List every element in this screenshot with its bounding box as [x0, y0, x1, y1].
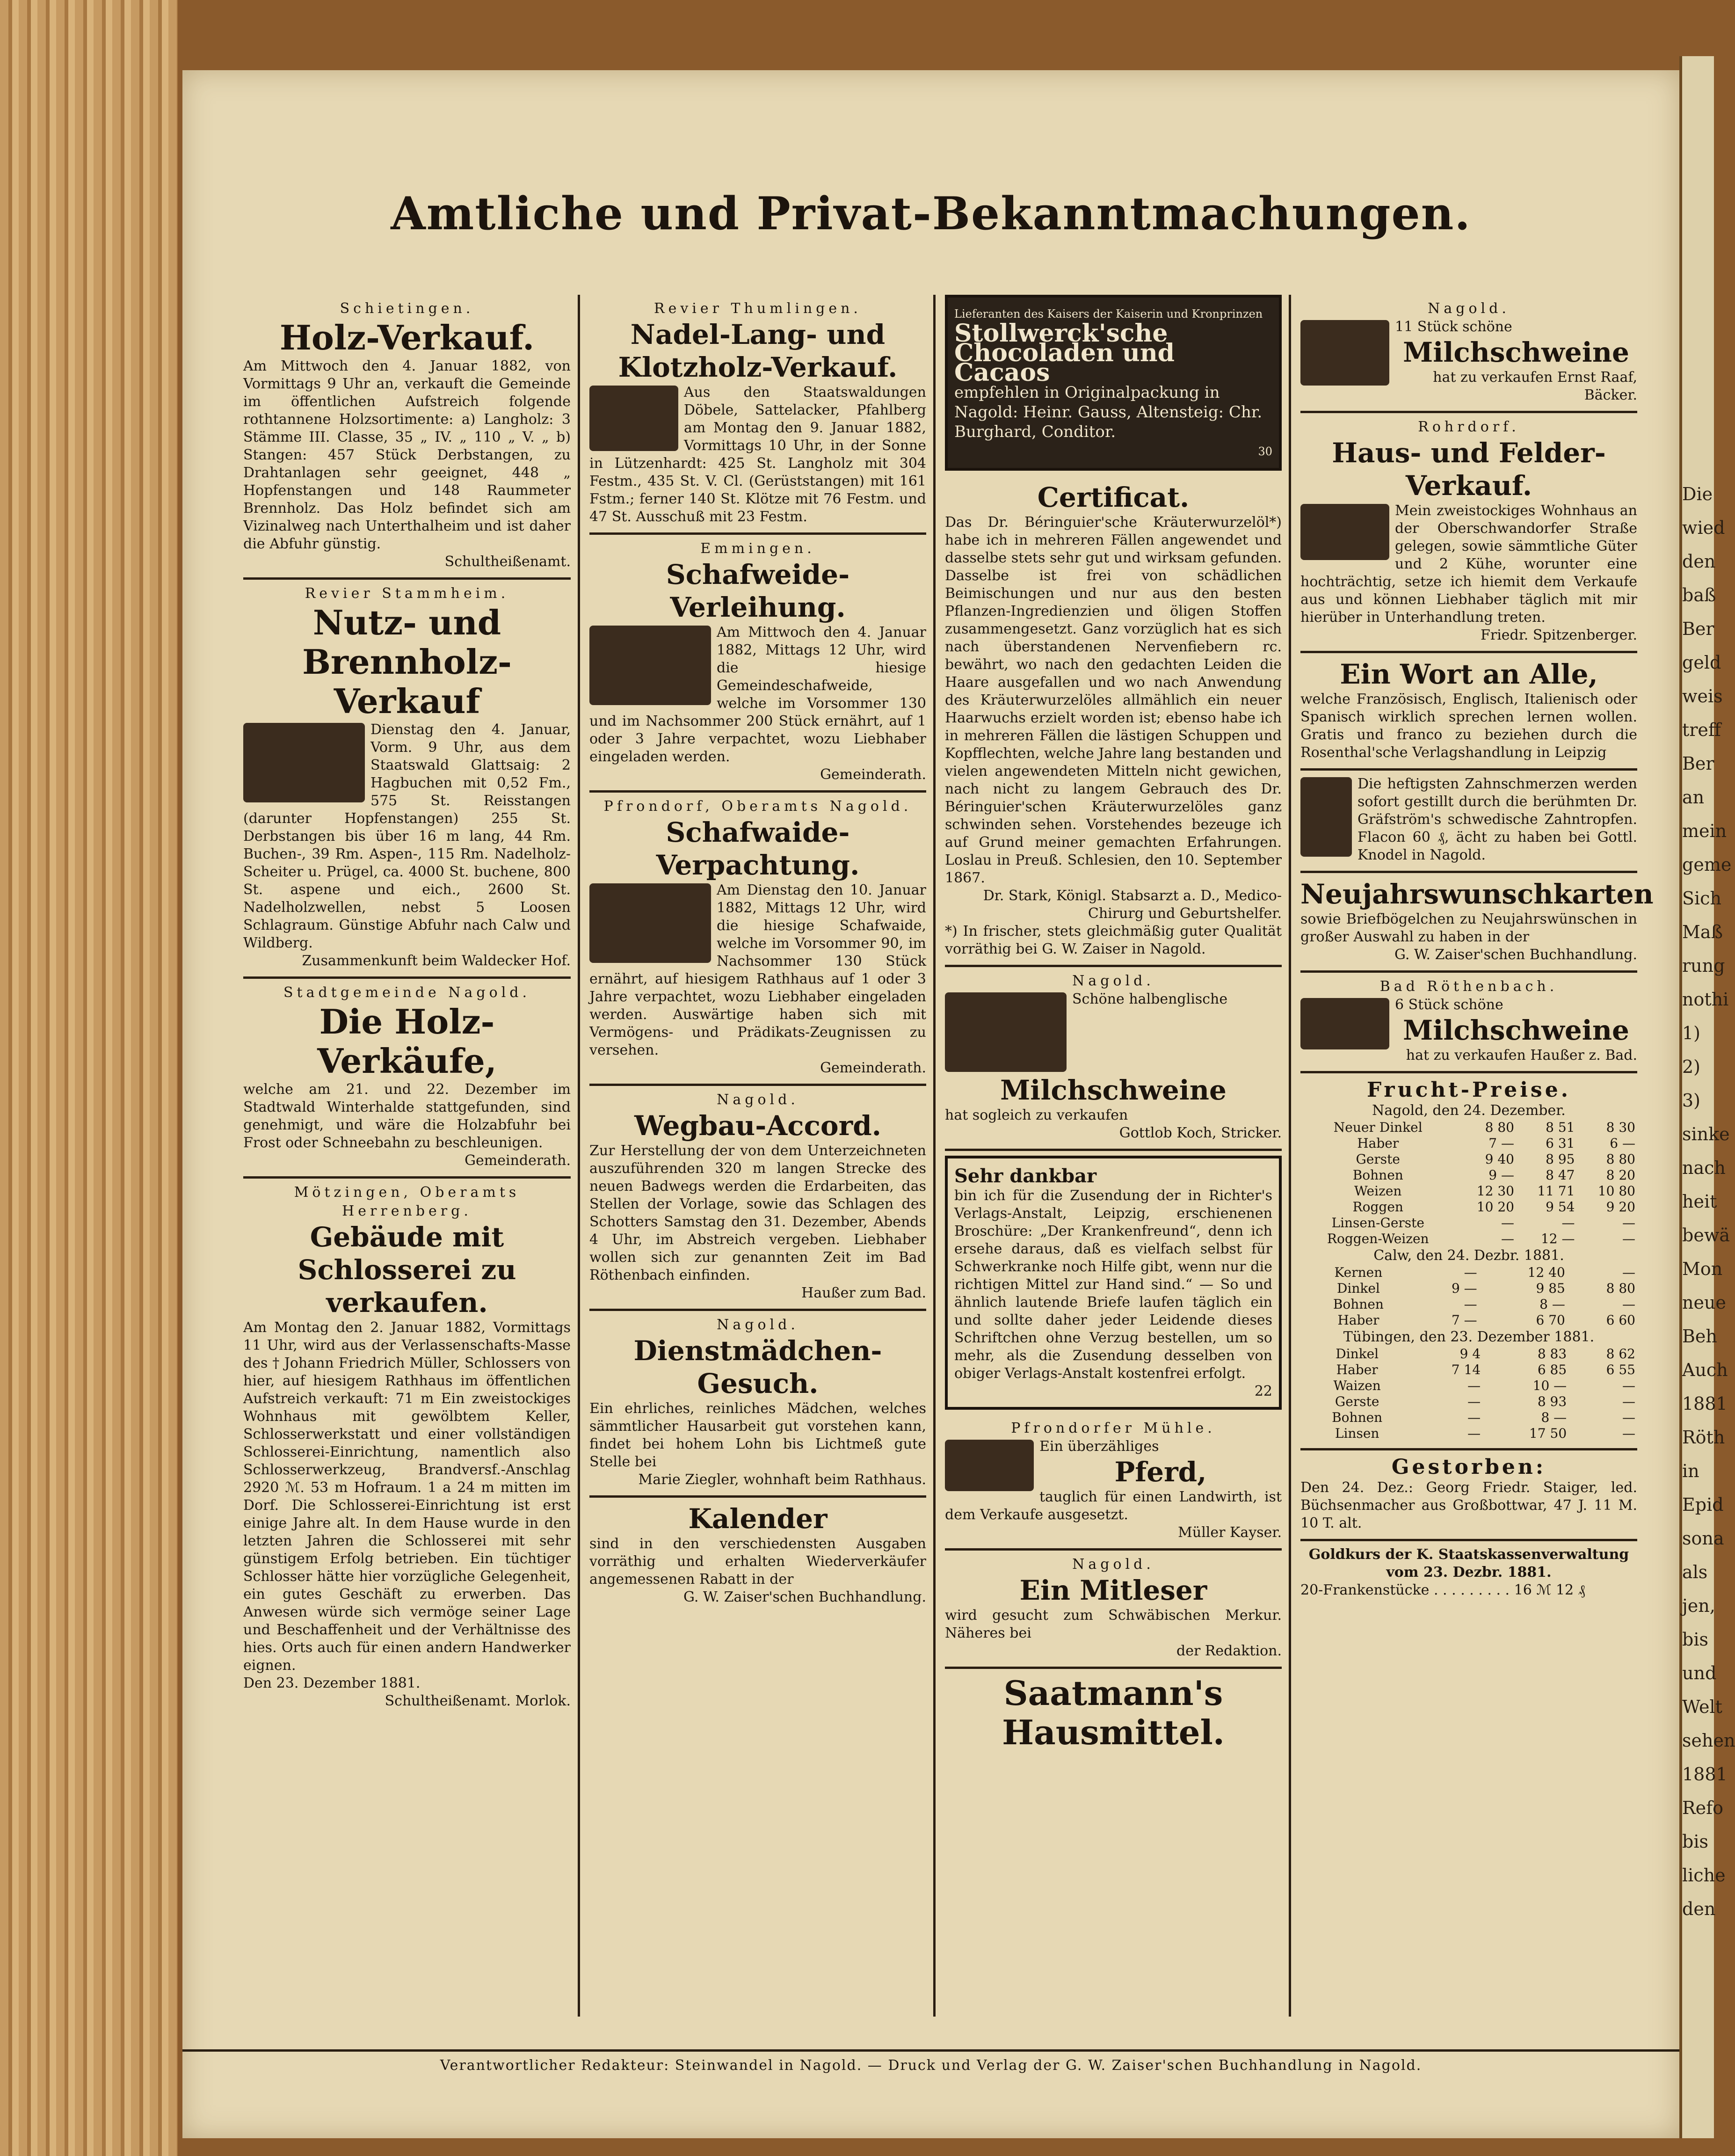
ad-place: Pfrondorfer Mühle. — [1011, 1420, 1216, 1436]
ad-pferd — [945, 1414, 1282, 1551]
price-row — [1300, 1215, 1637, 1231]
next-page-fragment: den — [1682, 1899, 1716, 1919]
woodcut-pigs-illustration — [945, 992, 1067, 1072]
ad-body: welche Französisch, Englisch, Italienisch oder Spanisch wirklich sprechen lernen wollen. Gratis und franco zu beziehen durch die Rosenthal'sche Verlagshandlung in Leipzig — [1300, 691, 1637, 761]
price-value: 8 — — [1539, 1297, 1565, 1312]
ad-headline: Kalender — [688, 1503, 828, 1535]
woodcut-pig-illustration — [1300, 998, 1389, 1049]
ad-headline: Dienstmädchen-Gesuch. — [633, 1335, 882, 1399]
ad-body: bin ich für die Zusendung der in Richter's Verlags-Anstalt, Leipzig, erschienenen Broschüre: „Der Krankenfreund“, denn ich ersehe daraus, daß es vielfach selbst für Schwerkranke noch Hilfe gibt, wenn nur die richtigen Mittel zur Hand sind.“ — So und ähnlich lautende Briefe laufen täglich ein und sollte daher jeder Leidende dieses Schriftchen ohne Verzug bestellen, um so mehr, als die Zusendung desselben von obiger Verlags-Anstalt kostenfrei erfolgt. — [954, 1187, 1272, 1382]
price-value: 8 93 — [1537, 1394, 1567, 1409]
price-row — [1300, 1120, 1637, 1136]
newspaper-page — [182, 70, 1679, 2138]
ad-certificat — [945, 476, 1282, 967]
ad-signature: G. W. Zaiser'schen Buchhandlung. — [1394, 947, 1637, 963]
gestorben-body: Den 24. Dez.: Georg Friedr. Staiger, led. Büchsenmacher aus Großbottwar, 47 J. 11 M. 10 T. alt. — [1300, 1479, 1637, 1531]
ad-headline: Die Holz-Verkäufe, — [317, 1002, 497, 1081]
price-row — [1300, 1136, 1637, 1151]
ad-headline: Ein Wort an Alle, — [1340, 658, 1598, 690]
price-row — [1300, 1297, 1637, 1312]
price-row — [1300, 1410, 1637, 1426]
ad-wegbau-accord — [589, 1086, 926, 1311]
ad-signature: Schultheißenamt. Morlok. — [385, 1693, 571, 1709]
ad-footnote: *) In frischer, stets gleichmäßig guter Qualität vorräthig bei G. W. Zaiser in Nagold. — [945, 923, 1282, 957]
ad-headline: Gebäude mit Schlosserei zu verkaufen. — [298, 1221, 516, 1318]
ad-haus-felder — [1300, 413, 1637, 653]
price-value: — — [1561, 1215, 1575, 1231]
price-value: 12 — — [1540, 1231, 1575, 1246]
ad-place: Nagold. — [1428, 300, 1510, 317]
stollwerck-body: empfehlen in Originalpackung in Nagold: Heinr. Gauss, Altensteig: Chr. Burghard, Conditor. — [954, 383, 1263, 441]
price-row — [1300, 1183, 1637, 1199]
price-value: — — [1622, 1231, 1635, 1246]
price-value: — — [1501, 1215, 1514, 1231]
column-rule — [933, 295, 936, 2017]
next-page-fragment: bis — [1682, 1629, 1708, 1650]
ad-zahnschmerzen — [1300, 771, 1637, 873]
ad-sehr-dankbar — [945, 1156, 1282, 1410]
price-commodity: Gerste — [1335, 1394, 1379, 1409]
ad-signature: hat zu verkaufen Ernst Raaf, Bäcker. — [1433, 369, 1637, 403]
ad-body: Mein zweistockiges Wohnhaus an der Oberschwandorfer Straße gelegen, sowie sämmtliche Güter und 2 Kühe, worunter eine hochträchtig, setze ich hiemit dem Verkaufe aus und können Liebhaber täglich mit mir hierüber in Unterhandlung treten. — [1300, 503, 1637, 626]
price-row — [1300, 1378, 1637, 1394]
ad-body: Ein ehrliches, reinliches Mädchen, welches sämmtlicher Hausarbeit gut vorstehen kann, findet bei hohem Lohn bis Lichtmeß gute Stelle bei — [589, 1400, 926, 1470]
ad-neujahrswunschkarten — [1300, 873, 1654, 973]
price-commodity: Kernen — [1334, 1265, 1383, 1280]
ad-headline: Certificat. — [1037, 481, 1190, 513]
price-value: 8 62 — [1606, 1346, 1635, 1362]
ad-headline: Nadel-Lang- und Klotzholz-Verkauf. — [618, 319, 898, 383]
price-value: — — [1622, 1297, 1635, 1312]
next-page-fragment: Ber — [1682, 753, 1714, 774]
price-value: 8 47 — [1546, 1167, 1575, 1183]
ad-body: 11 Stück schöne — [1395, 319, 1512, 335]
price-commodity: Dinkel — [1336, 1346, 1379, 1362]
ad-schafweide-emmingen — [589, 535, 926, 793]
goldkurs-notice — [1300, 1541, 1637, 1606]
next-page-fragment: Sich — [1682, 888, 1721, 909]
prices-subhead: Nagold, den 24. Dezember. — [1372, 1102, 1566, 1119]
ad-signature: Haußer zum Bad. — [801, 1285, 926, 1301]
ad-body: Am Mittwoch den 4. Januar 1882, Mittags 12 Uhr, wird die hiesige Gemeindeschafweide, welche im Vorsommer 130 und im Nachsommer 200 Stück ernährt, auf 1 oder 3 Jahre verpachtet, wozu Liebhaber eingeladen werden. — [589, 624, 926, 765]
price-value: — — [1622, 1265, 1635, 1280]
ad-signature: Gemeinderath. — [465, 1152, 571, 1169]
ad-headline: Saatmann's Hausmittel. — [1002, 1673, 1225, 1752]
ad-stollwerck-banner — [945, 295, 1282, 471]
price-value: 12 40 — [1527, 1265, 1565, 1280]
next-page-fragment: 1) — [1682, 1023, 1701, 1043]
next-page-fragment: weis — [1682, 686, 1723, 707]
ad-body: Am Montag den 2. Januar 1882, Vormittags 11 Uhr, wird aus der Verlassenschafts-Masse des † Johann Friedrich Müller, Schlossers von hier, auf hiesigem Rathhaus im öffentlichen Aufstreich verkauft: 71 m Ein zweistockiges Wohnhaus mit gewölbtem Keller, Schlosserwerkstatt und einer vollständigen Schlosserei-Einrichtung, namentlich also Schlosserwerkzeug, Brandversf.-Anschlag 2920 ℳ. 53 m Hofraum. 1 a 24 m mitten im Dorf. Die Schlosserei-Einrichtung ist erst einige Jahre alt. In dem Hause wurde in den letzten Jahren die Schlosserei mit sehr günstigem Erfolg betrieben. Ein tüchtiger Schlosser hätte hier vorzügliche Gelegenheit, ein gutes Geschäft zu erwerben. Das Anwesen würde sich vermöge seiner Lage und Beschaffenheit und der Verhältnisse des hies. Orts auch für einen andern Handwerker eignen. — [243, 1319, 571, 1674]
ad-schafwaide-pfrondorf — [589, 793, 926, 1086]
ad-body: wird gesucht zum Schwäbischen Merkur. Näheres bei — [945, 1607, 1282, 1641]
next-page-fragment: als — [1682, 1562, 1708, 1582]
price-value: 9 4 — [1459, 1346, 1481, 1362]
stollwerck-brand: Stollwerck'sche Chocoladen und Cacaos — [954, 319, 1175, 387]
ad-number: 22 — [1254, 1383, 1272, 1399]
ad-body: sowie Briefbögelchen zu Neujahrswünschen in großer Auswahl zu haben in der — [1300, 911, 1637, 945]
next-page-fragment: wied — [1682, 517, 1725, 538]
next-page-fragment: 3) — [1682, 1090, 1701, 1111]
ad-place: Nagold. — [1072, 1556, 1154, 1573]
ad-place: Emmingen. — [700, 540, 815, 557]
price-value: — — [1501, 1231, 1514, 1246]
price-row — [1300, 1281, 1637, 1297]
price-value: — — [1622, 1394, 1635, 1409]
woodcut-face-illustration — [1300, 777, 1352, 857]
column-rule — [1289, 295, 1291, 2017]
next-page-fragment: Maß — [1682, 922, 1723, 942]
gestorben-headline: Gestorben: — [1391, 1455, 1546, 1479]
ad-milchschweine-hausser — [1300, 973, 1637, 1073]
price-value: 9 54 — [1546, 1199, 1575, 1215]
next-page-fragment: in — [1682, 1461, 1699, 1481]
woodcut-shepherd-illustration — [589, 883, 711, 963]
price-commodity: Bohnen — [1332, 1410, 1383, 1425]
next-page-fragment: sona — [1682, 1528, 1724, 1549]
ad-date: Den 23. Dezember 1881. — [243, 1675, 421, 1691]
ad-nadelholz-thumlingen — [589, 295, 926, 535]
next-page-fragment: baß — [1682, 585, 1716, 605]
next-page-fragment: 2) — [1682, 1056, 1701, 1077]
ad-headline: Haus- und Felder-Verkauf. — [1332, 437, 1606, 502]
price-commodity: Dinkel — [1336, 1281, 1380, 1296]
price-value: — — [1467, 1378, 1481, 1393]
ad-headline: Milchschweine — [1000, 1074, 1227, 1106]
price-commodity: Bohnen — [1333, 1297, 1384, 1312]
price-value: — — [1467, 1426, 1481, 1441]
woodcut-pigs-illustration — [1300, 320, 1389, 386]
price-value: 9 85 — [1536, 1281, 1565, 1296]
prices-table-calw — [1300, 1265, 1637, 1328]
page-footer-imprint: Verantwortlicher Redakteur: Steinwandel in Nagold. — Druck und Verlag der G. W. Zaiser'schen Buchhandlung in Nagold. — [182, 2049, 1679, 2074]
next-page-fragment: Epid — [1682, 1494, 1724, 1515]
ad-place: Nagold. — [1072, 973, 1154, 989]
price-value: 10 20 — [1476, 1199, 1514, 1215]
gestorben-notice — [1300, 1450, 1637, 1541]
price-row — [1300, 1362, 1637, 1378]
ad-headline: Neujahrswunschkarten — [1300, 878, 1654, 910]
ad-signature: Friedr. Spitzenberger. — [1481, 627, 1637, 643]
next-page-fragment: Röth — [1682, 1427, 1725, 1448]
next-page-fragment: den — [1682, 551, 1716, 572]
next-page-fragment: sehen — [1682, 1730, 1735, 1751]
ad-holz-verkauf-schietingen — [243, 295, 571, 580]
ad-signature: Schultheißenamt. — [444, 554, 571, 570]
column-3 — [945, 295, 1282, 2026]
ad-mitleser — [945, 1551, 1282, 1669]
price-value: — — [1467, 1394, 1481, 1409]
ad-body: Am Mittwoch den 4. Januar 1882, von Vormittags 9 Uhr an, verkauft die Gemeinde im öffentlichen Aufstreich folgende rothtannene Holzsortimente: a) Langholz: 3 Stämme III. Classe, 35 „ IV. „ 110 „ V. „ b) Stangen: 457 Stück Derbstangen, zu Drahtanlagen sehr geeignet, 448 „ Hopfenstangen und 148 Raummeter Brennholz. Das Holz befindet sich am Vizinalweg nach Unterthalheim und ist daher die Abfuhr günstig. — [243, 358, 571, 552]
ad-signature: Gottlob Koch, Stricker. — [1119, 1125, 1282, 1141]
price-value: 7 14 — [1451, 1362, 1481, 1377]
prices-subhead: Calw, den 24. Dezbr. 1881. — [1373, 1247, 1564, 1264]
next-page-fragment: nothi — [1682, 989, 1729, 1010]
woodcut-foresters-illustration — [589, 386, 678, 451]
ad-place: Pfrondorf, Oberamts Nagold. — [603, 798, 912, 815]
next-page-fragment: heit — [1682, 1191, 1717, 1212]
ad-body: 6 Stück schöne — [1395, 997, 1503, 1013]
price-row — [1300, 1199, 1637, 1215]
woodcut-horse-illustration — [945, 1440, 1034, 1491]
price-value: — — [1464, 1297, 1477, 1312]
price-value: 8 30 — [1606, 1120, 1635, 1135]
next-page-fragment: liche — [1682, 1865, 1726, 1886]
price-value: 8 80 — [1485, 1120, 1514, 1135]
price-value: 17 50 — [1529, 1426, 1567, 1441]
page-masthead: Amtliche und Privat-Bekanntmachungen. — [391, 187, 1471, 240]
price-commodity: Haber — [1357, 1136, 1399, 1151]
woodcut-shepherd-illustration — [589, 626, 711, 705]
ad-headline: Sehr dankbar — [954, 1165, 1097, 1187]
next-page-fragment: geld — [1682, 652, 1721, 673]
price-commodity: Roggen — [1352, 1199, 1403, 1215]
next-page-fragment: geme — [1682, 854, 1732, 875]
next-page-fragment: 1881 — [1682, 1764, 1728, 1785]
next-page-fragment: nach — [1682, 1158, 1726, 1178]
price-value: — — [1622, 1378, 1635, 1393]
ad-signature: der Redaktion. — [1176, 1643, 1282, 1659]
price-value: — — [1622, 1410, 1635, 1425]
ad-headline: Milchschweine — [1403, 336, 1629, 368]
price-value: 8 80 — [1606, 1151, 1635, 1167]
next-page-fragment: rung — [1682, 955, 1725, 976]
price-row — [1300, 1151, 1637, 1167]
price-value: 6 85 — [1537, 1362, 1567, 1377]
price-commodity: Linsen — [1335, 1426, 1379, 1441]
price-value: 12 30 — [1476, 1183, 1514, 1199]
ad-signature: Müller Kayser. — [1178, 1524, 1282, 1541]
next-page-edge — [1679, 56, 1735, 2138]
next-page-fragment: treff — [1682, 720, 1721, 740]
ad-place: Mötzingen, Oberamts Herrenberg. — [294, 1184, 520, 1219]
price-commodity: Linsen-Gerste — [1331, 1215, 1424, 1231]
ad-headline: Wegbau-Accord. — [634, 1110, 881, 1142]
ad-signature: Gemeinderath. — [820, 766, 926, 783]
price-value: — — [1622, 1426, 1635, 1441]
price-value: 7 — — [1451, 1312, 1477, 1328]
ad-body: Dienstag den 4. Januar, Vorm. 9 Uhr, aus dem Staatswald Glattsaig: 2 Hagbuchen mit 0,52 Fm., 575 St. Reisstangen (darunter Hopfenstangen) 255 St. Derbstangen bis über 16 m lang, 44 Rm. Buchen-, 39 Rm. Aspen-, 115 Rm. Nadelholz-Scheiter u. Prügel, ca. 4000 St. buchene, 800 St. aspene und eich., 2600 St. Nadelholzwellen, nebst 5 Loosen Schlagraum. Günstige Abfuhr nach Calw und Wildberg. — [243, 721, 571, 951]
ad-signature: Marie Ziegler, wohnhaft beim Rathhaus. — [638, 1471, 926, 1488]
price-commodity: Haber — [1337, 1312, 1379, 1328]
ad-body: hat sogleich zu verkaufen — [945, 1107, 1128, 1123]
next-page-fragment: Mon — [1682, 1259, 1723, 1279]
ad-place: Rohrdorf. — [1418, 419, 1520, 435]
price-row — [1300, 1394, 1637, 1410]
ad-signature: Dr. Stark, Königl. Stabsarzt a. D., Medico-Chirurg und Geburtshelfer. — [983, 888, 1282, 922]
price-row — [1300, 1265, 1637, 1281]
price-value: 8 80 — [1606, 1281, 1635, 1296]
next-page-fragment: bewä — [1682, 1225, 1730, 1246]
ad-gebaeude-schlosserei — [243, 1179, 571, 1717]
ad-signature: Gemeinderath. — [820, 1060, 926, 1076]
price-row — [1300, 1167, 1637, 1183]
ad-body: welche am 21. und 22. Dezember im Stadtwald Winterhalde stattgefunden, sind genehmigt, und wäre die Holzabfuhr bei Frost oder Schneebahn zu beschleunigen. — [243, 1081, 571, 1151]
ad-ein-wort-an-alle — [1300, 653, 1637, 771]
ad-body: Ein überzähliges — [1039, 1438, 1159, 1455]
price-commodity: Neuer Dinkel — [1333, 1120, 1423, 1135]
price-value: — — [1622, 1215, 1635, 1231]
next-page-fragment: 1881 — [1682, 1393, 1728, 1414]
ad-headline: Holz-Verkauf. — [279, 318, 535, 357]
ad-signature: hat zu verkaufen Haußer z. Bad. — [1406, 1047, 1637, 1063]
price-value: 6 — — [1610, 1136, 1635, 1151]
price-value: — — [1464, 1265, 1477, 1280]
goldkurs-headline: Goldkurs der K. Staatskassenverwaltung vom 23. Dezbr. 1881. — [1308, 1546, 1629, 1581]
ad-signature: G. W. Zaiser'schen Buchhandlung. — [683, 1589, 926, 1605]
ad-place: Revier Stammheim. — [305, 585, 509, 602]
ad-milchschweine-koch — [945, 967, 1282, 1151]
ad-body: Die heftigsten Zahnschmerzen werden sofort gestillt durch die berühmten Dr. Gräfström's schwedische Zahntropfen. Flacon 60 ₰, ächt zu haben bei Gottl. Knodel in Nagold. — [1358, 776, 1637, 863]
next-page-fragment: bis — [1682, 1831, 1708, 1852]
ad-body: Schöne halbenglische — [1072, 991, 1228, 1007]
column-1 — [243, 295, 571, 2026]
price-row — [1300, 1426, 1637, 1442]
ad-dienstmaedchen — [589, 1311, 926, 1498]
column-2 — [589, 295, 926, 2026]
next-page-fragment: Beh — [1682, 1326, 1717, 1347]
ad-saatmann — [945, 1669, 1282, 1759]
book-binding-edge — [0, 0, 178, 2156]
stollwerck-supplier-line: Lieferanten des Kaisers der Kaiserin und Kronprinzen — [954, 307, 1263, 320]
price-value: 7 — — [1488, 1136, 1514, 1151]
ad-holzverkaeufe-nagold — [243, 979, 571, 1179]
price-commodity: Waizen — [1333, 1378, 1381, 1393]
next-page-fragment: Refo — [1682, 1798, 1724, 1818]
ad-body: Aus den Staatswaldungen Döbele, Sattelacker, Pfahlberg am Montag den 9. Januar 1882, Vormittags 10 Uhr, in der Sonne in Lützenhardt: 425 St. Langholz mit 304 Festm., 435 St. V. Cl. (Gerüststangen) mit 161 Fstm.; ferner 140 St. Klötze mit 76 Festm. und 47 St. Ausschuß mit 23 Festm. — [589, 384, 926, 525]
prices-table-nagold — [1300, 1120, 1637, 1247]
price-row — [1300, 1312, 1637, 1328]
ad-headline: Ein Mitleser — [1019, 1574, 1207, 1606]
ad-place: Schietingen. — [340, 300, 474, 317]
ad-signature: Zusammenkunft beim Waldecker Hof. — [302, 953, 571, 969]
ad-nutzholz-stammheim — [243, 580, 571, 979]
next-page-fragment: sinke — [1682, 1124, 1730, 1144]
price-value: 9 — — [1451, 1281, 1477, 1296]
price-value: 8 20 — [1606, 1167, 1635, 1183]
prices-headline: Frucht-Preise. — [1366, 1078, 1571, 1102]
price-value: 6 60 — [1606, 1312, 1635, 1328]
ad-headline: Schafwaide-Verpachtung. — [656, 816, 860, 881]
ad-milchschweine-raaf — [1300, 295, 1637, 413]
price-commodity: Roggen-Weizen — [1327, 1231, 1429, 1246]
price-commodity: Bohnen — [1352, 1167, 1403, 1183]
woodcut-house-illustration — [1300, 504, 1389, 560]
price-value: 10 — — [1532, 1378, 1567, 1393]
column-4 — [1300, 295, 1654, 2026]
price-value: 6 70 — [1536, 1312, 1565, 1328]
price-value: 8 95 — [1546, 1151, 1575, 1167]
price-value: 8 51 — [1546, 1120, 1575, 1135]
ad-place: Bad Röthenbach. — [1379, 978, 1558, 995]
ad-body: Am Dienstag den 10. Januar 1882, Mittags 12 Uhr, wird die hiesige Schafwaide, welche im Vorsommer 90, im Nachsommer 130 Stück ernährt, auf hiesigem Rathhaus auf 1 oder 3 Jahre verpachtet, wozu Liebhaber eingeladen werden. Auswärtige haben sich mit Vermögens- und Prädikats-Zeugnissen zu versehen. — [589, 882, 926, 1058]
price-value: 8 83 — [1537, 1346, 1567, 1362]
next-page-fragment: Ber — [1682, 619, 1714, 639]
price-commodity: Haber — [1336, 1362, 1378, 1377]
ad-body: Zur Herstellung der von dem Unterzeichneten auszuführenden 320 m langen Strecke des neuen Badwegs werden die Erdarbeiten, das Stellen der Vorlage, sowie das Schlagen des Schotters Samstag den 31. Dezember, Abends 4 Uhr, im Abstreich vergeben. Liebhaber wollen sich zur genannten Zeit im Bad Röthenbach einfinden. — [589, 1143, 926, 1283]
next-page-fragment: mein — [1682, 821, 1727, 841]
next-page-fragment: und — [1682, 1663, 1717, 1683]
ad-body: sind in den verschiedensten Ausgaben vorräthig und erhalten Wiederverkäufer angemessenen Rabatt in der — [589, 1536, 926, 1588]
price-value: 9 20 — [1606, 1199, 1635, 1215]
stollwerck-number: 30 — [1258, 445, 1272, 458]
next-page-fragment: Die — [1682, 484, 1713, 504]
price-row — [1300, 1231, 1637, 1247]
next-page-fragment: jen, — [1682, 1595, 1715, 1616]
price-value: 9 40 — [1485, 1151, 1514, 1167]
column-rule — [578, 295, 580, 2017]
price-row — [1300, 1346, 1637, 1362]
next-page-fragment: neue — [1682, 1292, 1726, 1313]
ad-place: Nagold. — [717, 1317, 799, 1333]
prices-subhead: Tübingen, den 23. Dezember 1881. — [1343, 1329, 1595, 1345]
frucht-preise-table — [1300, 1073, 1637, 1450]
ad-headline: Nutz- und Brennholz-Verkauf — [302, 603, 512, 721]
price-commodity: Gerste — [1356, 1151, 1400, 1167]
price-value: 8 — — [1541, 1410, 1567, 1425]
price-value: 9 — — [1488, 1167, 1514, 1183]
ad-place: Nagold. — [717, 1092, 799, 1108]
ad-place: Revier Thumlingen. — [654, 300, 862, 317]
woodcut-lumberjacks-illustration — [243, 723, 365, 802]
ad-headline: Pferd, — [1114, 1456, 1207, 1488]
ad-headline: Schafweide-Verleihung. — [666, 559, 850, 623]
ad-body: Das Dr. Béringuier'sche Kräuterwurzelöl*) habe ich in mehreren Fällen angewendet und dasselbe stets sehr gut und wirksam gefunden. Dasselbe ist frei von schädlichen Beimischungen und nur aus den besten Pflanzen-Ingredienzien und öligen Stoffen zusammengesetzt. Ganz vorzüglich hat es sich nach überstandenen Nervenfiebern rc. bewährt, wo nach den gedachten Leiden die Haare ausgefallen und wo nach Anwendung des Kräuterwurzelöles allmählich ein neuer Haarwuchs erzielt worden ist; ebenso habe ich in mehreren Fällen die lästigen Schuppen und Kopfflechten, welche Jahre lang bestanden und vielen angewendeten Mitteln nicht gewichen, nach nicht zu langem Gebrauch des Dr. Béringuier'schen Kräuterwurzelöles ganz schwinden sehen. Vorstehendes bezeuge ich auf Grund meiner gemachten Erfahrungen. Loslau in Preuß. Schlesien, den 10. September 1867. — [945, 514, 1282, 886]
goldkurs-body: 20-Frankenstücke . . . . . . . . . 16 ℳ 12 ₰ — [1300, 1582, 1585, 1598]
price-value: — — [1467, 1410, 1481, 1425]
price-value: 11 71 — [1537, 1183, 1575, 1199]
ad-headline: Milchschweine — [1403, 1014, 1629, 1046]
ad-place: Stadtgemeinde Nagold. — [283, 984, 531, 1001]
ad-body: tauglich für einen Landwirth, ist dem Verkaufe ausgesetzt. — [945, 1489, 1282, 1523]
price-value: 6 55 — [1606, 1362, 1635, 1377]
price-value: 10 80 — [1597, 1183, 1635, 1199]
next-page-fragment: Auch — [1682, 1360, 1728, 1380]
next-page-fragment: Welt — [1682, 1697, 1722, 1717]
ad-kalender — [589, 1498, 926, 1613]
price-commodity: Weizen — [1354, 1183, 1402, 1199]
prices-table-tuebingen — [1300, 1346, 1637, 1442]
next-page-fragment: an — [1682, 787, 1705, 808]
price-value: 6 31 — [1546, 1136, 1575, 1151]
